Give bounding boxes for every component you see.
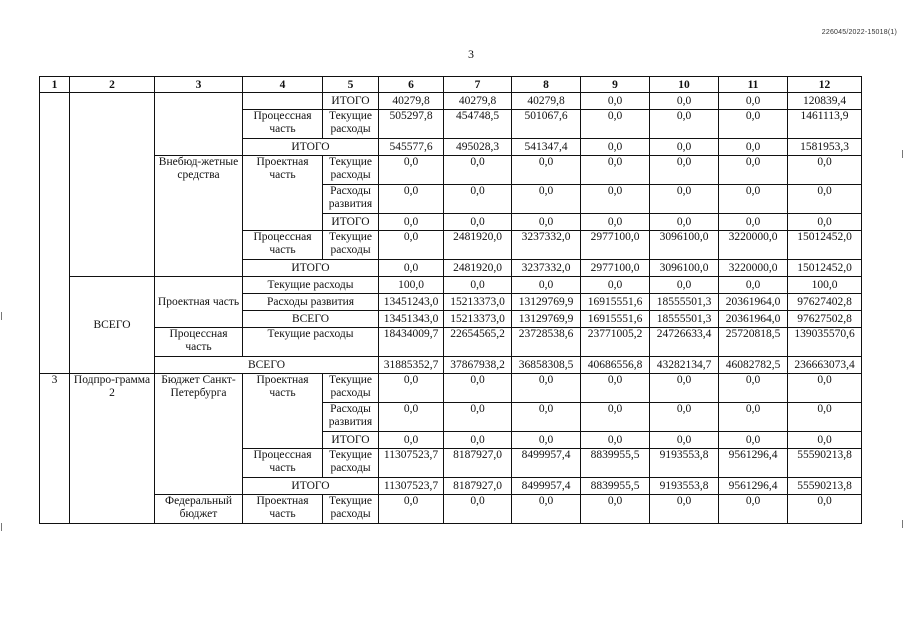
value-cell: 0,0 [581,432,650,449]
value-cell: 3220000,0 [719,260,788,277]
column-header: 9 [581,77,650,93]
value-cell: 541347,4 [512,139,581,156]
value-cell: 13451343,0 [379,311,444,328]
value-cell: 13129769,9 [512,311,581,328]
value-cell: 9561296,4 [719,449,788,478]
value-cell: 2481920,0 [444,231,512,260]
value-cell: 0,0 [581,156,650,185]
value-cell: 8187927,0 [444,449,512,478]
scan-margin-mark [1,523,2,531]
value-cell: 97627402,8 [788,294,862,311]
value-cell: 9561296,4 [719,478,788,495]
part-cell: Проектная часть [243,374,323,449]
expense-type-cell: Текущие расходы [323,156,379,185]
value-cell: 40279,8 [444,93,512,110]
value-cell: 3096100,0 [650,231,719,260]
value-cell: 0,0 [444,277,512,294]
value-cell: 15213373,0 [444,311,512,328]
value-cell: 0,0 [719,214,788,231]
column-header: 1 [40,77,70,93]
value-cell: 37867938,2 [444,357,512,374]
expense-type-cell: ИТОГО [323,432,379,449]
page-number: 3 [468,47,474,61]
value-cell: 1581953,3 [788,139,862,156]
value-cell: 8499957,4 [512,478,581,495]
value-cell: 0,0 [719,156,788,185]
value-cell: 0,0 [650,214,719,231]
value-cell: 0,0 [581,214,650,231]
part-cell: Процессная часть [243,110,323,139]
value-cell: 0,0 [788,214,862,231]
value-cell: 0,0 [512,495,581,524]
value-cell: 40686556,8 [581,357,650,374]
value-cell: 2977100,0 [581,231,650,260]
funding-source-cell: Бюджет Санкт-Петербурга [155,374,243,495]
value-cell: 501067,6 [512,110,581,139]
row-number-cell: 3 [40,374,70,524]
value-cell: 9193553,8 [650,449,719,478]
expense-type-cell: Расходы развития [323,185,379,214]
part-cell: Проектная часть [243,156,323,231]
value-cell: 0,0 [788,403,862,432]
value-cell: 0,0 [444,185,512,214]
value-cell: 8187927,0 [444,478,512,495]
value-cell: 22654565,2 [444,328,512,357]
value-cell: 8499957,4 [512,449,581,478]
expense-type-cell: Текущие расходы [243,277,379,294]
budget-table [39,76,862,524]
value-cell: 3237332,0 [512,260,581,277]
value-cell: 46082782,5 [719,357,788,374]
document-registration-code: 226045/2022-15018(1) [821,29,897,36]
header-row [40,77,862,93]
column-header: 4 [243,77,323,93]
table-row [40,495,862,524]
column-header: 12 [788,77,862,93]
funding-source-cell: Внебюд-жетные средства [155,156,243,277]
value-cell: 0,0 [512,374,581,403]
table-row [40,156,862,185]
value-cell: 8839955,5 [581,449,650,478]
value-cell: 18555501,3 [650,294,719,311]
value-cell: 15012452,0 [788,260,862,277]
expense-type-cell: Текущие расходы [323,495,379,524]
value-cell: 0,0 [379,156,444,185]
value-cell: 11307523,7 [379,449,444,478]
value-cell: 0,0 [379,403,444,432]
value-cell: 0,0 [650,139,719,156]
table-row [40,357,862,374]
part-cell: Проектная часть [155,277,243,328]
value-cell: 43282134,7 [650,357,719,374]
value-cell: 15012452,0 [788,231,862,260]
value-cell: 0,0 [650,277,719,294]
funding-source-cell [155,93,243,156]
value-cell: 0,0 [719,277,788,294]
value-cell: 24726633,4 [650,328,719,357]
value-cell: 23771005,2 [581,328,650,357]
value-cell: 0,0 [512,185,581,214]
value-cell: 0,0 [719,495,788,524]
value-cell: 0,0 [650,93,719,110]
value-cell: 0,0 [379,374,444,403]
grand-total-label: ВСЕГО [155,357,379,374]
expense-type-cell: ИТОГО [323,93,379,110]
value-cell: 454748,5 [444,110,512,139]
column-header: 5 [323,77,379,93]
expense-type-cell: Текущие расходы [323,231,379,260]
row-number-cell [40,93,70,374]
value-cell: 40279,8 [379,93,444,110]
value-cell: 139035570,6 [788,328,862,357]
value-cell: 0,0 [788,495,862,524]
value-cell: 0,0 [719,374,788,403]
program-cell: Подпро-грамма 2 [70,374,155,524]
value-cell: 55590213,8 [788,449,862,478]
value-cell: 0,0 [581,139,650,156]
value-cell: 0,0 [719,139,788,156]
value-cell: 3237332,0 [512,231,581,260]
expense-type-cell: Текущие расходы [323,110,379,139]
value-cell: 120839,4 [788,93,862,110]
value-cell: 16915551,6 [581,311,650,328]
subtotal-label: ИТОГО [243,478,379,495]
subtotal-label: ИТОГО [243,260,379,277]
value-cell: 0,0 [581,93,650,110]
table-row [40,328,862,357]
scan-margin-mark [1,312,2,320]
value-cell: 0,0 [719,432,788,449]
value-cell: 505297,8 [379,110,444,139]
value-cell: 8839955,5 [581,478,650,495]
value-cell: 0,0 [788,374,862,403]
value-cell: 20361964,0 [719,294,788,311]
scan-margin-mark [902,150,903,158]
value-cell: 0,0 [379,432,444,449]
value-cell: 0,0 [650,495,719,524]
value-cell: 0,0 [379,495,444,524]
expense-type-cell: Расходы развития [323,403,379,432]
value-cell: 0,0 [650,432,719,449]
value-cell: 0,0 [788,156,862,185]
value-cell: 97627502,8 [788,311,862,328]
value-cell: 40279,8 [512,93,581,110]
expense-type-cell: ИТОГО [323,214,379,231]
value-cell: 0,0 [581,374,650,403]
value-cell: 0,0 [444,403,512,432]
value-cell: 0,0 [444,495,512,524]
subtotal-label: ВСЕГО [243,311,379,328]
value-cell: 0,0 [650,374,719,403]
subtotal-label: ИТОГО [243,139,379,156]
value-cell: 18555501,3 [650,311,719,328]
table-row [40,374,862,403]
value-cell: 0,0 [512,156,581,185]
value-cell: 13129769,9 [512,294,581,311]
value-cell: 0,0 [512,277,581,294]
part-cell: Проектная часть [243,495,323,524]
value-cell: 495028,3 [444,139,512,156]
scan-margin-mark [902,520,903,528]
table-row [40,93,862,110]
expense-type-cell: Текущие расходы [243,328,379,357]
part-cell: Процессная часть [243,449,323,478]
value-cell: 0,0 [788,185,862,214]
value-cell: 0,0 [650,403,719,432]
value-cell: 236663073,4 [788,357,862,374]
part-cell: Процессная часть [155,328,243,357]
value-cell: 25720818,5 [719,328,788,357]
value-cell: 0,0 [512,214,581,231]
value-cell: 0,0 [379,231,444,260]
column-header: 8 [512,77,581,93]
value-cell: 20361964,0 [719,311,788,328]
part-cell [243,93,323,110]
value-cell: 31885352,7 [379,357,444,374]
value-cell: 100,0 [788,277,862,294]
value-cell: 2481920,0 [444,260,512,277]
value-cell: 0,0 [379,214,444,231]
value-cell: 0,0 [719,403,788,432]
funding-source-cell: Федеральный бюджет [155,495,243,524]
value-cell: 0,0 [512,403,581,432]
value-cell: 55590213,8 [788,478,862,495]
value-cell: 0,0 [719,185,788,214]
column-header: 3 [155,77,243,93]
value-cell: 11307523,7 [379,478,444,495]
value-cell: 0,0 [379,185,444,214]
value-cell: 0,0 [650,156,719,185]
program-total-cell: ВСЕГО [70,277,155,374]
expense-type-cell: Текущие расходы [323,374,379,403]
column-header: 11 [719,77,788,93]
value-cell: 0,0 [650,185,719,214]
value-cell: 0,0 [512,432,581,449]
value-cell: 0,0 [788,432,862,449]
value-cell: 0,0 [581,495,650,524]
column-header: 6 [379,77,444,93]
value-cell: 0,0 [581,185,650,214]
column-header: 10 [650,77,719,93]
value-cell: 0,0 [581,403,650,432]
value-cell: 0,0 [444,374,512,403]
column-header: 7 [444,77,512,93]
value-cell: 9193553,8 [650,478,719,495]
value-cell: 0,0 [719,110,788,139]
table-row [40,277,862,294]
value-cell: 0,0 [650,110,719,139]
program-cell [70,93,155,277]
value-cell: 3096100,0 [650,260,719,277]
part-cell: Процессная часть [243,231,323,260]
value-cell: 0,0 [719,93,788,110]
value-cell: 0,0 [444,432,512,449]
value-cell: 2977100,0 [581,260,650,277]
value-cell: 1461113,9 [788,110,862,139]
value-cell: 15213373,0 [444,294,512,311]
expense-type-cell: Текущие расходы [323,449,379,478]
value-cell: 36858308,5 [512,357,581,374]
value-cell: 18434009,7 [379,328,444,357]
column-header: 2 [70,77,155,93]
value-cell: 0,0 [379,260,444,277]
value-cell: 13451243,0 [379,294,444,311]
value-cell: 0,0 [581,277,650,294]
value-cell: 0,0 [444,156,512,185]
value-cell: 0,0 [444,214,512,231]
value-cell: 16915551,6 [581,294,650,311]
value-cell: 23728538,6 [512,328,581,357]
value-cell: 0,0 [581,110,650,139]
value-cell: 3220000,0 [719,231,788,260]
value-cell: 100,0 [379,277,444,294]
value-cell: 545577,6 [379,139,444,156]
expense-type-cell: Расходы развития [243,294,379,311]
